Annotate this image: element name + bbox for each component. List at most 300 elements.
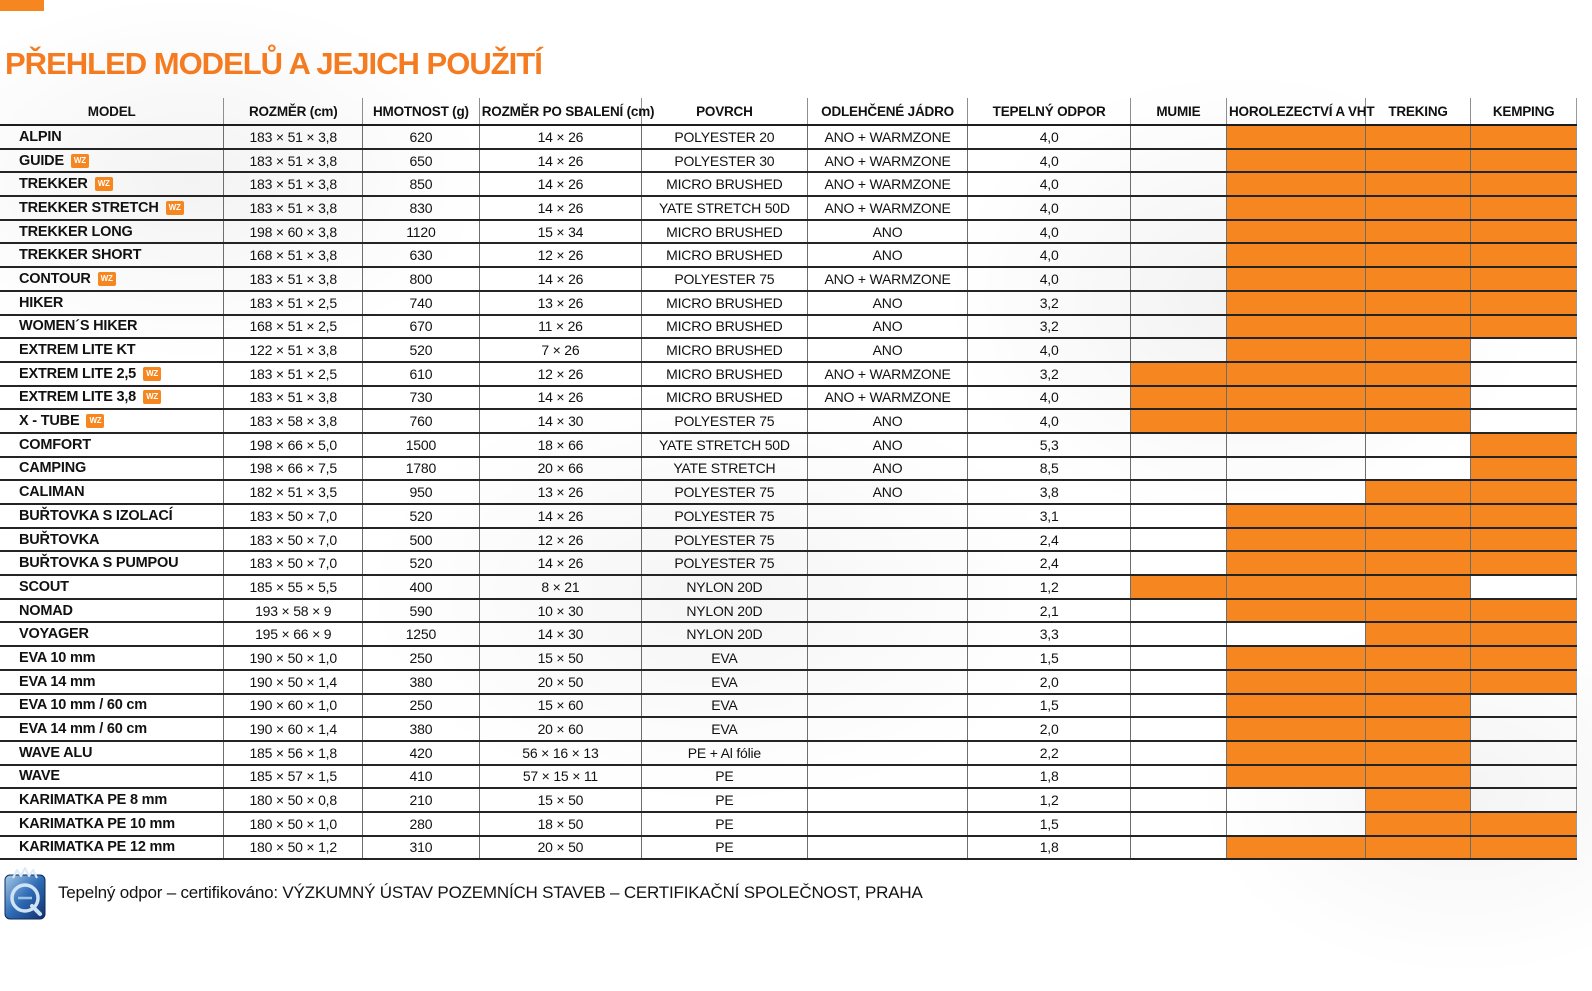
usage-cell-treking <box>1365 812 1471 836</box>
usage-cell-horolezectvi <box>1226 362 1365 386</box>
usage-cell-mumie <box>1130 717 1226 741</box>
usage-cell-horolezectvi <box>1226 243 1365 267</box>
model-name-cell <box>0 717 224 741</box>
model-name-cell <box>0 433 224 457</box>
model-name: EXTREM LITE KT <box>19 342 136 359</box>
cell-povrch: MICRO BRUSHED <box>642 172 808 196</box>
cell-hmotnost: 410 <box>363 765 480 789</box>
cell-odpor: 1,5 <box>968 812 1130 836</box>
usage-cell-treking <box>1365 409 1471 433</box>
cell-jadro: ANO <box>807 338 968 362</box>
cell-hmotnost: 800 <box>363 267 480 291</box>
usage-cell-kemping <box>1471 291 1577 315</box>
model-name: EXTREM LITE 2,5 <box>19 365 137 382</box>
cell-hmotnost: 1500 <box>363 433 480 457</box>
cell-sbaleni: 18 × 66 <box>479 433 641 457</box>
table-row <box>0 480 1577 504</box>
column-header-jadro: ODLEHČENÉ JÁDRO <box>807 98 968 125</box>
cell-jadro: ANO + WARMZONE <box>807 172 968 196</box>
usage-cell-mumie <box>1130 670 1226 694</box>
usage-cell-treking <box>1365 836 1471 860</box>
cell-sbaleni: 15 × 60 <box>479 694 641 718</box>
model-name: TREKKER STRETCH <box>19 199 159 216</box>
model-name: ALPIN <box>19 128 62 145</box>
cell-jadro <box>807 551 968 575</box>
cell-povrch: EVA <box>642 717 808 741</box>
cell-povrch: MICRO BRUSHED <box>642 220 808 244</box>
cell-povrch: MICRO BRUSHED <box>642 243 808 267</box>
column-header-treking: TREKING <box>1365 98 1471 125</box>
model-name: VOYAGER <box>19 626 89 643</box>
model-name: KARIMATKA PE 8 mm <box>19 792 168 809</box>
model-name-cell <box>0 622 224 646</box>
usage-cell-mumie <box>1130 386 1226 410</box>
usage-cell-treking <box>1365 362 1471 386</box>
cell-jadro: ANO <box>807 315 968 339</box>
usage-cell-mumie <box>1130 125 1226 149</box>
cell-odpor: 4,0 <box>968 243 1130 267</box>
cell-sbaleni: 15 × 34 <box>479 220 641 244</box>
cell-povrch: POLYESTER 20 <box>642 125 808 149</box>
usage-cell-treking <box>1365 504 1471 528</box>
cell-jadro <box>807 575 968 599</box>
usage-cell-horolezectvi <box>1226 172 1365 196</box>
model-name-cell <box>0 528 224 552</box>
cell-rozmer: 190 × 60 × 1,0 <box>224 694 363 718</box>
usage-cell-mumie <box>1130 433 1226 457</box>
usage-cell-treking <box>1365 196 1471 220</box>
cell-odpor: 3,8 <box>968 480 1130 504</box>
cell-odpor: 1,5 <box>968 694 1130 718</box>
model-name-cell <box>0 409 224 433</box>
usage-cell-horolezectvi <box>1226 220 1365 244</box>
cell-odpor: 1,8 <box>968 836 1130 860</box>
model-name: SCOUT <box>19 578 69 595</box>
usage-cell-mumie <box>1130 315 1226 339</box>
cell-odpor: 4,0 <box>968 220 1130 244</box>
cell-odpor: 3,2 <box>968 362 1130 386</box>
usage-cell-mumie <box>1130 243 1226 267</box>
usage-cell-treking <box>1365 338 1471 362</box>
cell-sbaleni: 14 × 26 <box>479 172 641 196</box>
model-name: KARIMATKA PE 10 mm <box>19 815 175 832</box>
cell-hmotnost: 1780 <box>363 457 480 481</box>
usage-cell-kemping <box>1471 741 1577 765</box>
certification-stamp-icon <box>4 866 46 920</box>
usage-cell-horolezectvi <box>1226 149 1365 173</box>
usage-cell-horolezectvi <box>1226 315 1365 339</box>
column-header-model: MODEL <box>0 98 224 125</box>
cell-jadro <box>807 717 968 741</box>
cell-hmotnost: 400 <box>363 575 480 599</box>
table-row <box>0 315 1577 339</box>
model-name-cell <box>0 362 224 386</box>
cell-povrch: YATE STRETCH 50D <box>642 433 808 457</box>
cell-povrch: NYLON 20D <box>642 622 808 646</box>
cell-povrch: NYLON 20D <box>642 575 808 599</box>
table-body <box>0 125 1577 859</box>
usage-cell-horolezectvi <box>1226 788 1365 812</box>
cell-rozmer: 190 × 50 × 1,4 <box>224 670 363 694</box>
cell-sbaleni: 13 × 26 <box>479 480 641 504</box>
table-row <box>0 622 1577 646</box>
cell-rozmer: 183 × 51 × 3,8 <box>224 172 363 196</box>
cell-rozmer: 190 × 50 × 1,0 <box>224 646 363 670</box>
model-name-cell <box>0 338 224 362</box>
model-name: CONTOUR <box>19 270 91 287</box>
usage-cell-kemping <box>1471 575 1577 599</box>
cell-rozmer: 190 × 60 × 1,4 <box>224 717 363 741</box>
usage-cell-horolezectvi <box>1226 717 1365 741</box>
page-title: PŘEHLED MODELŮ A JEJICH POUŽITÍ <box>5 46 542 81</box>
model-name-cell <box>0 812 224 836</box>
model-name-cell <box>0 788 224 812</box>
cell-povrch: PE + Al fólie <box>642 741 808 765</box>
cell-povrch: EVA <box>642 646 808 670</box>
cell-rozmer: 183 × 50 × 7,0 <box>224 504 363 528</box>
cell-odpor: 4,0 <box>968 125 1130 149</box>
model-name: GUIDE <box>19 152 64 169</box>
cell-hmotnost: 590 <box>363 599 480 623</box>
cell-hmotnost: 610 <box>363 362 480 386</box>
table-row <box>0 386 1577 410</box>
cell-povrch: POLYESTER 75 <box>642 504 808 528</box>
usage-cell-kemping <box>1471 812 1577 836</box>
usage-cell-horolezectvi <box>1226 836 1365 860</box>
warmzone-badge: WZ <box>143 367 161 381</box>
cell-odpor: 1,8 <box>968 765 1130 789</box>
model-name: TREKKER LONG <box>19 223 133 240</box>
usage-cell-horolezectvi <box>1226 504 1365 528</box>
model-name: HIKER <box>19 294 64 311</box>
cell-hmotnost: 620 <box>363 125 480 149</box>
usage-cell-horolezectvi <box>1226 765 1365 789</box>
usage-cell-mumie <box>1130 220 1226 244</box>
usage-cell-kemping <box>1471 125 1577 149</box>
cell-sbaleni: 15 × 50 <box>479 788 641 812</box>
usage-cell-mumie <box>1130 741 1226 765</box>
footer <box>4 866 923 920</box>
cell-sbaleni: 10 × 30 <box>479 599 641 623</box>
usage-cell-kemping <box>1471 362 1577 386</box>
cell-sbaleni: 14 × 26 <box>479 149 641 173</box>
usage-cell-kemping <box>1471 220 1577 244</box>
cell-odpor: 3,2 <box>968 315 1130 339</box>
models-table <box>0 98 1577 860</box>
usage-cell-mumie <box>1130 480 1226 504</box>
usage-cell-kemping <box>1471 694 1577 718</box>
table-row <box>0 172 1577 196</box>
cell-povrch: MICRO BRUSHED <box>642 291 808 315</box>
usage-cell-horolezectvi <box>1226 196 1365 220</box>
usage-cell-treking <box>1365 267 1471 291</box>
usage-cell-treking <box>1365 646 1471 670</box>
usage-cell-kemping <box>1471 504 1577 528</box>
usage-cell-treking <box>1365 575 1471 599</box>
cell-rozmer: 183 × 50 × 7,0 <box>224 551 363 575</box>
usage-cell-horolezectvi <box>1226 646 1365 670</box>
cell-hmotnost: 520 <box>363 504 480 528</box>
model-name: BUŘTOVKA S PUMPOU <box>19 555 179 572</box>
usage-cell-mumie <box>1130 788 1226 812</box>
cell-jadro <box>807 812 968 836</box>
model-name: EVA 14 mm / 60 cm <box>19 721 147 738</box>
cell-sbaleni: 11 × 26 <box>479 315 641 339</box>
cell-hmotnost: 280 <box>363 812 480 836</box>
cell-povrch: EVA <box>642 694 808 718</box>
usage-cell-horolezectvi <box>1226 433 1365 457</box>
cell-jadro <box>807 836 968 860</box>
cell-hmotnost: 740 <box>363 291 480 315</box>
usage-cell-mumie <box>1130 812 1226 836</box>
cell-odpor: 3,2 <box>968 291 1130 315</box>
cell-odpor: 2,1 <box>968 599 1130 623</box>
cell-odpor: 2,4 <box>968 551 1130 575</box>
model-name: CAMPING <box>19 460 87 477</box>
cell-rozmer: 183 × 51 × 3,8 <box>224 386 363 410</box>
usage-cell-horolezectvi <box>1226 599 1365 623</box>
usage-cell-treking <box>1365 125 1471 149</box>
cell-rozmer: 183 × 51 × 3,8 <box>224 267 363 291</box>
usage-cell-mumie <box>1130 836 1226 860</box>
cell-hmotnost: 1250 <box>363 622 480 646</box>
cell-sbaleni: 14 × 26 <box>479 551 641 575</box>
usage-cell-horolezectvi <box>1226 386 1365 410</box>
usage-cell-treking <box>1365 457 1471 481</box>
cell-hmotnost: 420 <box>363 741 480 765</box>
model-name-cell <box>0 172 224 196</box>
column-header-hmotnost: HMOTNOST (g) <box>363 98 480 125</box>
usage-cell-horolezectvi <box>1226 267 1365 291</box>
cell-hmotnost: 310 <box>363 836 480 860</box>
cell-sbaleni: 14 × 26 <box>479 196 641 220</box>
table-row <box>0 267 1577 291</box>
cell-hmotnost: 520 <box>363 551 480 575</box>
cell-hmotnost: 850 <box>363 172 480 196</box>
cell-jadro <box>807 528 968 552</box>
cell-jadro <box>807 788 968 812</box>
cell-povrch: POLYESTER 30 <box>642 149 808 173</box>
column-header-odpor: TEPELNÝ ODPOR <box>968 98 1130 125</box>
cell-hmotnost: 380 <box>363 670 480 694</box>
usage-cell-kemping <box>1471 765 1577 789</box>
usage-cell-mumie <box>1130 409 1226 433</box>
usage-cell-treking <box>1365 528 1471 552</box>
usage-cell-horolezectvi <box>1226 812 1365 836</box>
cell-jadro: ANO + WARMZONE <box>807 125 968 149</box>
cell-povrch: MICRO BRUSHED <box>642 362 808 386</box>
model-name-cell <box>0 504 224 528</box>
usage-cell-horolezectvi <box>1226 457 1365 481</box>
cell-povrch: MICRO BRUSHED <box>642 338 808 362</box>
certification-logo <box>4 866 46 920</box>
cell-odpor: 8,5 <box>968 457 1130 481</box>
usage-cell-kemping <box>1471 528 1577 552</box>
usage-cell-kemping <box>1471 480 1577 504</box>
usage-cell-kemping <box>1471 196 1577 220</box>
cell-povrch: POLYESTER 75 <box>642 480 808 504</box>
cell-odpor: 4,0 <box>968 196 1130 220</box>
usage-cell-treking <box>1365 788 1471 812</box>
table-row <box>0 694 1577 718</box>
table-row <box>0 362 1577 386</box>
cell-jadro: ANO <box>807 291 968 315</box>
cell-rozmer: 168 × 51 × 2,5 <box>224 315 363 339</box>
model-name-cell <box>0 125 224 149</box>
usage-cell-kemping <box>1471 267 1577 291</box>
usage-cell-horolezectvi <box>1226 480 1365 504</box>
usage-cell-horolezectvi <box>1226 338 1365 362</box>
column-header-povrch: POVRCH <box>642 98 808 125</box>
usage-cell-treking <box>1365 599 1471 623</box>
cell-hmotnost: 630 <box>363 243 480 267</box>
cell-rozmer: 183 × 51 × 3,8 <box>224 125 363 149</box>
cell-odpor: 4,0 <box>968 267 1130 291</box>
cell-rozmer: 183 × 51 × 2,5 <box>224 362 363 386</box>
usage-cell-treking <box>1365 717 1471 741</box>
table-row <box>0 788 1577 812</box>
usage-cell-treking <box>1365 386 1471 410</box>
model-name-cell <box>0 836 224 860</box>
usage-cell-treking <box>1365 694 1471 718</box>
cell-sbaleni: 12 × 26 <box>479 362 641 386</box>
cell-hmotnost: 520 <box>363 338 480 362</box>
cell-sbaleni: 7 × 26 <box>479 338 641 362</box>
cell-rozmer: 183 × 50 × 7,0 <box>224 528 363 552</box>
usage-cell-mumie <box>1130 622 1226 646</box>
cell-rozmer: 185 × 57 × 1,5 <box>224 765 363 789</box>
cell-sbaleni: 12 × 26 <box>479 243 641 267</box>
cell-rozmer: 180 × 50 × 1,0 <box>224 812 363 836</box>
table-header-row <box>0 98 1577 125</box>
cell-rozmer: 183 × 51 × 3,8 <box>224 149 363 173</box>
model-name-cell <box>0 480 224 504</box>
cell-odpor: 1,2 <box>968 788 1130 812</box>
table-row <box>0 765 1577 789</box>
cell-sbaleni: 20 × 50 <box>479 670 641 694</box>
usage-cell-horolezectvi <box>1226 670 1365 694</box>
cell-rozmer: 182 × 51 × 3,5 <box>224 480 363 504</box>
cell-jadro: ANO <box>807 243 968 267</box>
cell-jadro: ANO <box>807 457 968 481</box>
usage-cell-treking <box>1365 765 1471 789</box>
cell-rozmer: 183 × 58 × 3,8 <box>224 409 363 433</box>
cell-rozmer: 195 × 66 × 9 <box>224 622 363 646</box>
cell-rozmer: 122 × 51 × 3,8 <box>224 338 363 362</box>
usage-cell-mumie <box>1130 291 1226 315</box>
cell-jadro: ANO + WARMZONE <box>807 362 968 386</box>
usage-cell-kemping <box>1471 338 1577 362</box>
cell-odpor: 2,2 <box>968 741 1130 765</box>
cell-jadro <box>807 622 968 646</box>
cell-odpor: 3,3 <box>968 622 1130 646</box>
cell-rozmer: 198 × 60 × 3,8 <box>224 220 363 244</box>
cell-sbaleni: 14 × 30 <box>479 622 641 646</box>
cell-hmotnost: 380 <box>363 717 480 741</box>
table-row <box>0 836 1577 860</box>
cell-hmotnost: 760 <box>363 409 480 433</box>
cell-povrch: PE <box>642 788 808 812</box>
usage-cell-treking <box>1365 551 1471 575</box>
cell-povrch: MICRO BRUSHED <box>642 386 808 410</box>
usage-cell-kemping <box>1471 599 1577 623</box>
cell-odpor: 4,0 <box>968 172 1130 196</box>
cell-odpor: 5,3 <box>968 433 1130 457</box>
usage-cell-treking <box>1365 149 1471 173</box>
usage-cell-mumie <box>1130 646 1226 670</box>
warmzone-badge: WZ <box>143 390 161 404</box>
model-name-cell <box>0 765 224 789</box>
model-name: WAVE ALU <box>19 744 93 761</box>
cell-sbaleni: 8 × 21 <box>479 575 641 599</box>
usage-cell-treking <box>1365 670 1471 694</box>
model-name-cell <box>0 670 224 694</box>
usage-cell-mumie <box>1130 575 1226 599</box>
table-row <box>0 551 1577 575</box>
model-name-cell <box>0 243 224 267</box>
table-row <box>0 433 1577 457</box>
model-name: EVA 14 mm <box>19 673 96 690</box>
cell-sbaleni: 14 × 26 <box>479 267 641 291</box>
column-header-rozmer: ROZMĚR (cm) <box>224 98 363 125</box>
usage-cell-mumie <box>1130 172 1226 196</box>
usage-cell-kemping <box>1471 788 1577 812</box>
model-name-cell <box>0 646 224 670</box>
cell-rozmer: 185 × 55 × 5,5 <box>224 575 363 599</box>
usage-cell-mumie <box>1130 765 1226 789</box>
cell-odpor: 3,1 <box>968 504 1130 528</box>
usage-cell-horolezectvi <box>1226 575 1365 599</box>
cell-jadro <box>807 694 968 718</box>
table-row <box>0 599 1577 623</box>
cell-hmotnost: 950 <box>363 480 480 504</box>
usage-cell-treking <box>1365 291 1471 315</box>
usage-cell-treking <box>1365 172 1471 196</box>
cell-povrch: PE <box>642 765 808 789</box>
usage-cell-horolezectvi <box>1226 528 1365 552</box>
usage-cell-horolezectvi <box>1226 741 1365 765</box>
cell-hmotnost: 730 <box>363 386 480 410</box>
model-name-cell <box>0 386 224 410</box>
cell-rozmer: 198 × 66 × 7,5 <box>224 457 363 481</box>
warmzone-badge: WZ <box>166 201 184 215</box>
cell-odpor: 4,0 <box>968 149 1130 173</box>
usage-cell-mumie <box>1130 267 1226 291</box>
cell-hmotnost: 650 <box>363 149 480 173</box>
cell-povrch: POLYESTER 75 <box>642 551 808 575</box>
cell-rozmer: 183 × 51 × 2,5 <box>224 291 363 315</box>
model-name: X - TUBE <box>19 413 80 430</box>
usage-cell-mumie <box>1130 551 1226 575</box>
cell-hmotnost: 500 <box>363 528 480 552</box>
cell-sbaleni: 15 × 50 <box>479 646 641 670</box>
column-header-kemping: KEMPING <box>1471 98 1577 125</box>
table-row <box>0 812 1577 836</box>
usage-cell-treking <box>1365 433 1471 457</box>
model-name-cell <box>0 149 224 173</box>
cell-povrch: POLYESTER 75 <box>642 528 808 552</box>
usage-cell-treking <box>1365 622 1471 646</box>
model-name: EVA 10 mm / 60 cm <box>19 697 147 714</box>
usage-cell-mumie <box>1130 599 1226 623</box>
model-name: KARIMATKA PE 12 mm <box>19 839 175 856</box>
usage-cell-kemping <box>1471 315 1577 339</box>
cell-hmotnost: 1120 <box>363 220 480 244</box>
cell-odpor: 4,0 <box>968 386 1130 410</box>
usage-cell-mumie <box>1130 528 1226 552</box>
model-name-cell <box>0 196 224 220</box>
cell-jadro <box>807 646 968 670</box>
